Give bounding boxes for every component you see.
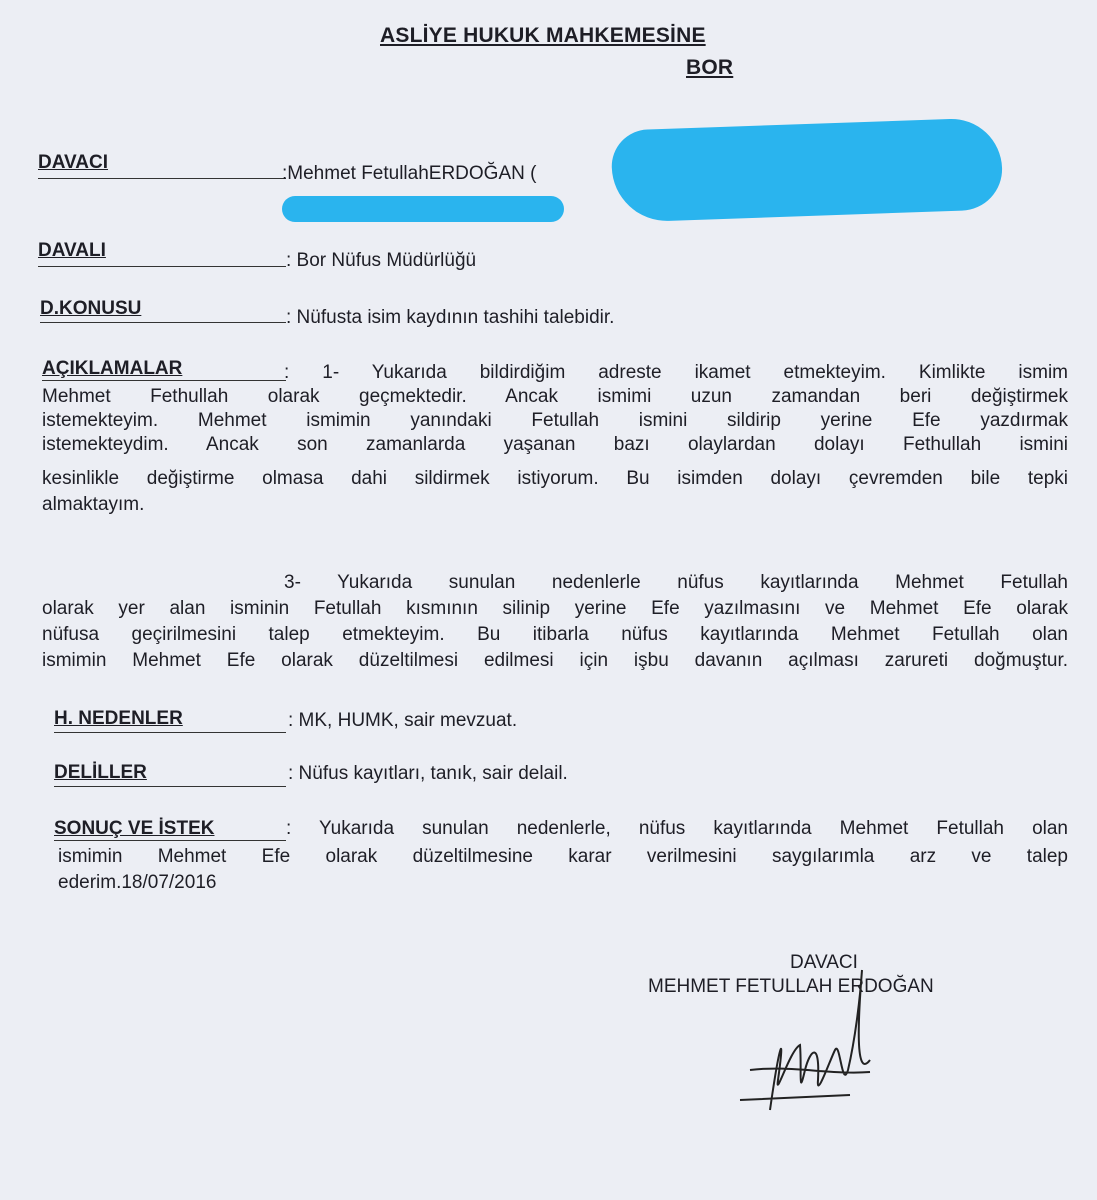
redaction-mark [282,196,564,222]
nedenler-label: H. NEDENLER [54,708,183,729]
davali-value: : Bor Nüfus Müdürlüğü [286,250,477,271]
sonuc-line: : Yukarıda sunulan nedenlerle, nüfus kayıtlarında Mehmet Fetullah olan [286,818,1068,839]
label-underline [42,380,286,381]
handwritten-signature [730,960,890,1160]
aciklamalar-label: AÇIKLAMALAR [42,358,183,379]
davaci-value: :Mehmet FetullahERDOĞAN ( [282,163,537,184]
sonuc-label: SONUÇ VE İSTEK [54,818,215,839]
item3-line: ismimin Mehmet Efe olarak düzeltilmesi edilmesi için işbu davanın açılması zarureti doğmuştur. [42,650,1068,671]
signature-name: MEHMET FETULLAH ERDOĞAN [648,976,934,997]
nedenler-value: : MK, HUMK, sair mevzuat. [288,710,518,731]
label-underline [54,786,286,787]
aciklamalar-line: kesinlikle değiştirme olmasa dahi sildirmek istiyorum. Bu isimden dolayı çevremden bile tepki [42,468,1068,489]
davaci-label: DAVACI [38,152,109,173]
deliller-label: DELİLLER [54,762,147,783]
label-underline [40,322,286,323]
item3-line: nüfusa geçirilmesini talep etmekteyim. Bu itibarla nüfus kayıtlarında Mehmet Fetullah olan [42,624,1068,645]
konusu-value: : Nüfusta isim kaydının tashihi talebidir. [286,307,615,328]
label-underline [54,840,286,841]
court-city: BOR [686,56,734,79]
konusu-label: D.KONUSU [40,298,142,319]
item3-line: olarak yer alan isminin Fetullah kısmının silinip yerine Efe yazılmasını ve Mehmet Efe olarak [42,598,1068,619]
aciklamalar-line: Mehmet Fethullah olarak geçmektedir. Ancak ismimi uzun zamandan beri değiştirmek [42,386,1068,407]
aciklamalar-line: istemekteydim. Ancak son zamanlarda yaşanan bazı olaylardan dolayı Fethullah ismini [42,434,1068,455]
label-underline [54,732,286,733]
sonuc-line: ismimin Mehmet Efe olarak düzeltilmesine karar verilmesini saygılarımla arz ve talep [58,846,1068,867]
label-underline [38,266,286,267]
sonuc-line: ederim.18/07/2016 [58,872,217,893]
deliller-value: : Nüfus kayıtları, tanık, sair delail. [288,763,568,784]
court-title: ASLİYE HUKUK MAHKEMESİNE [380,24,706,47]
davali-label: DAVALI [38,240,106,261]
aciklamalar-line: istemekteyim. Mehmet ismimin yanındaki Fetullah ismini sildirip yerine Efe yazdırmak [42,410,1068,431]
redaction-mark [611,117,1004,223]
aciklamalar-line: : 1- Yukarıda bildirdiğim adreste ikamet etmekteyim. Kimlikte ismim [284,362,1068,383]
signature-role: DAVACI [790,952,858,973]
aciklamalar-line: almaktayım. [42,494,145,515]
label-underline [38,178,286,179]
item3-line: 3- Yukarıda sunulan nedenlerle nüfus kayıtlarında Mehmet Fetullah [284,572,1068,593]
